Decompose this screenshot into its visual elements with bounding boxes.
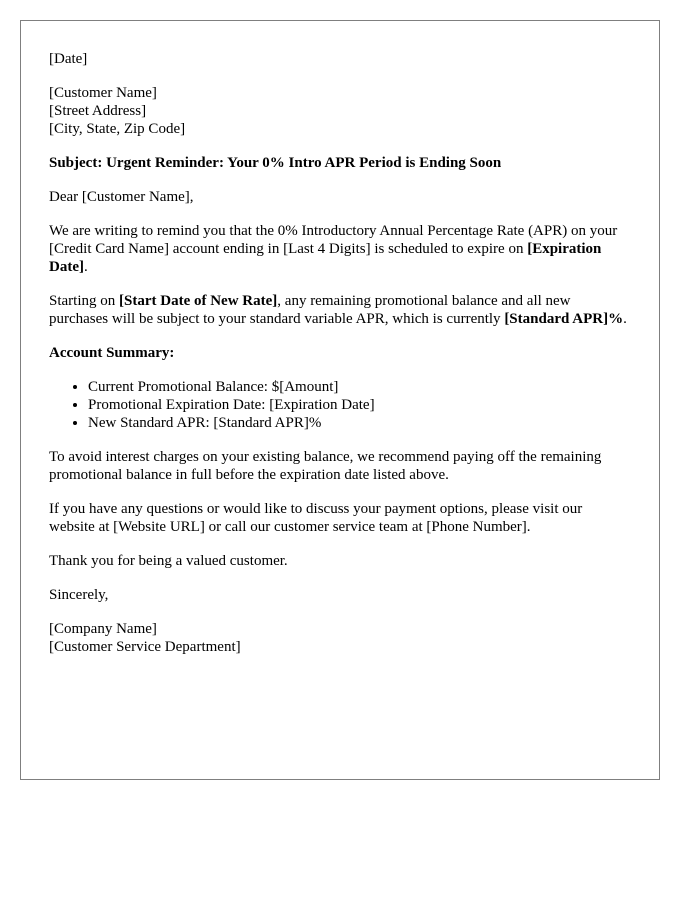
list-item: • Promotional Expiration Date: [Expiration Date]: [88, 396, 631, 414]
standard-apr-placeholder: [Standard APR]%: [504, 311, 624, 327]
letter-date: [Date]: [49, 51, 88, 67]
paragraph-expiration-notice: [49, 222, 631, 276]
subject-line: Subject: Urgent Reminder: Your 0% Intro APR Period is Ending Soon: [49, 155, 502, 171]
expiration-date-placeholder: [Expiration Date]: [49, 241, 602, 275]
recipient-name: [Customer Name]: [49, 85, 157, 101]
account-summary-list: [49, 378, 631, 432]
recipient-address: [49, 84, 631, 138]
paragraph-new-rate-start: Starting on: [49, 293, 119, 309]
paragraph-recommendation: To avoid interest charges on your existing balance, we recommend paying off the remaining promotional balance in full before the expiration date listed above.: [49, 449, 602, 483]
paragraph-expiration-end: .: [83, 259, 88, 275]
signature-block: [49, 620, 631, 656]
list-item: • Current Promotional Balance: $[Amount]: [88, 378, 631, 396]
paragraph-new-rate-end: .: [623, 311, 627, 327]
paragraph-new-rate-middle: , any remaining promotional balance and all new purchases will be subject to your standard variable APR, which is currently: [49, 293, 571, 327]
thank-you-line: Thank you for being a valued customer.: [49, 553, 288, 569]
list-item: • New Standard APR: [Standard APR]%: [88, 414, 631, 432]
paragraph-expiration-text: We are writing to remind you that the 0% Introductory Annual Percentage Rate (APR) on your [Credit Card Name] account ending in [Last 4 Digits] is scheduled to expire on: [49, 223, 618, 257]
paragraph-new-rate: [49, 292, 631, 328]
closing: Sincerely,: [49, 587, 109, 603]
recipient-city-state-zip: [City, State, Zip Code]: [49, 121, 186, 137]
recipient-street: [Street Address]: [49, 103, 147, 119]
account-summary-heading-text: Account Summary:: [49, 345, 175, 361]
letter-page: [20, 20, 660, 780]
start-date-placeholder: [Start Date of New Rate]: [119, 293, 278, 309]
salutation: Dear [Customer Name],: [49, 189, 194, 205]
department-name: [Customer Service Department]: [49, 639, 241, 655]
account-summary-heading: [49, 344, 631, 362]
company-name: [Company Name]: [49, 621, 157, 637]
paragraph-contact: If you have any questions or would like to discuss your payment options, please visit our website at [Website URL] or call our customer service team at [Phone Number].: [49, 501, 583, 535]
